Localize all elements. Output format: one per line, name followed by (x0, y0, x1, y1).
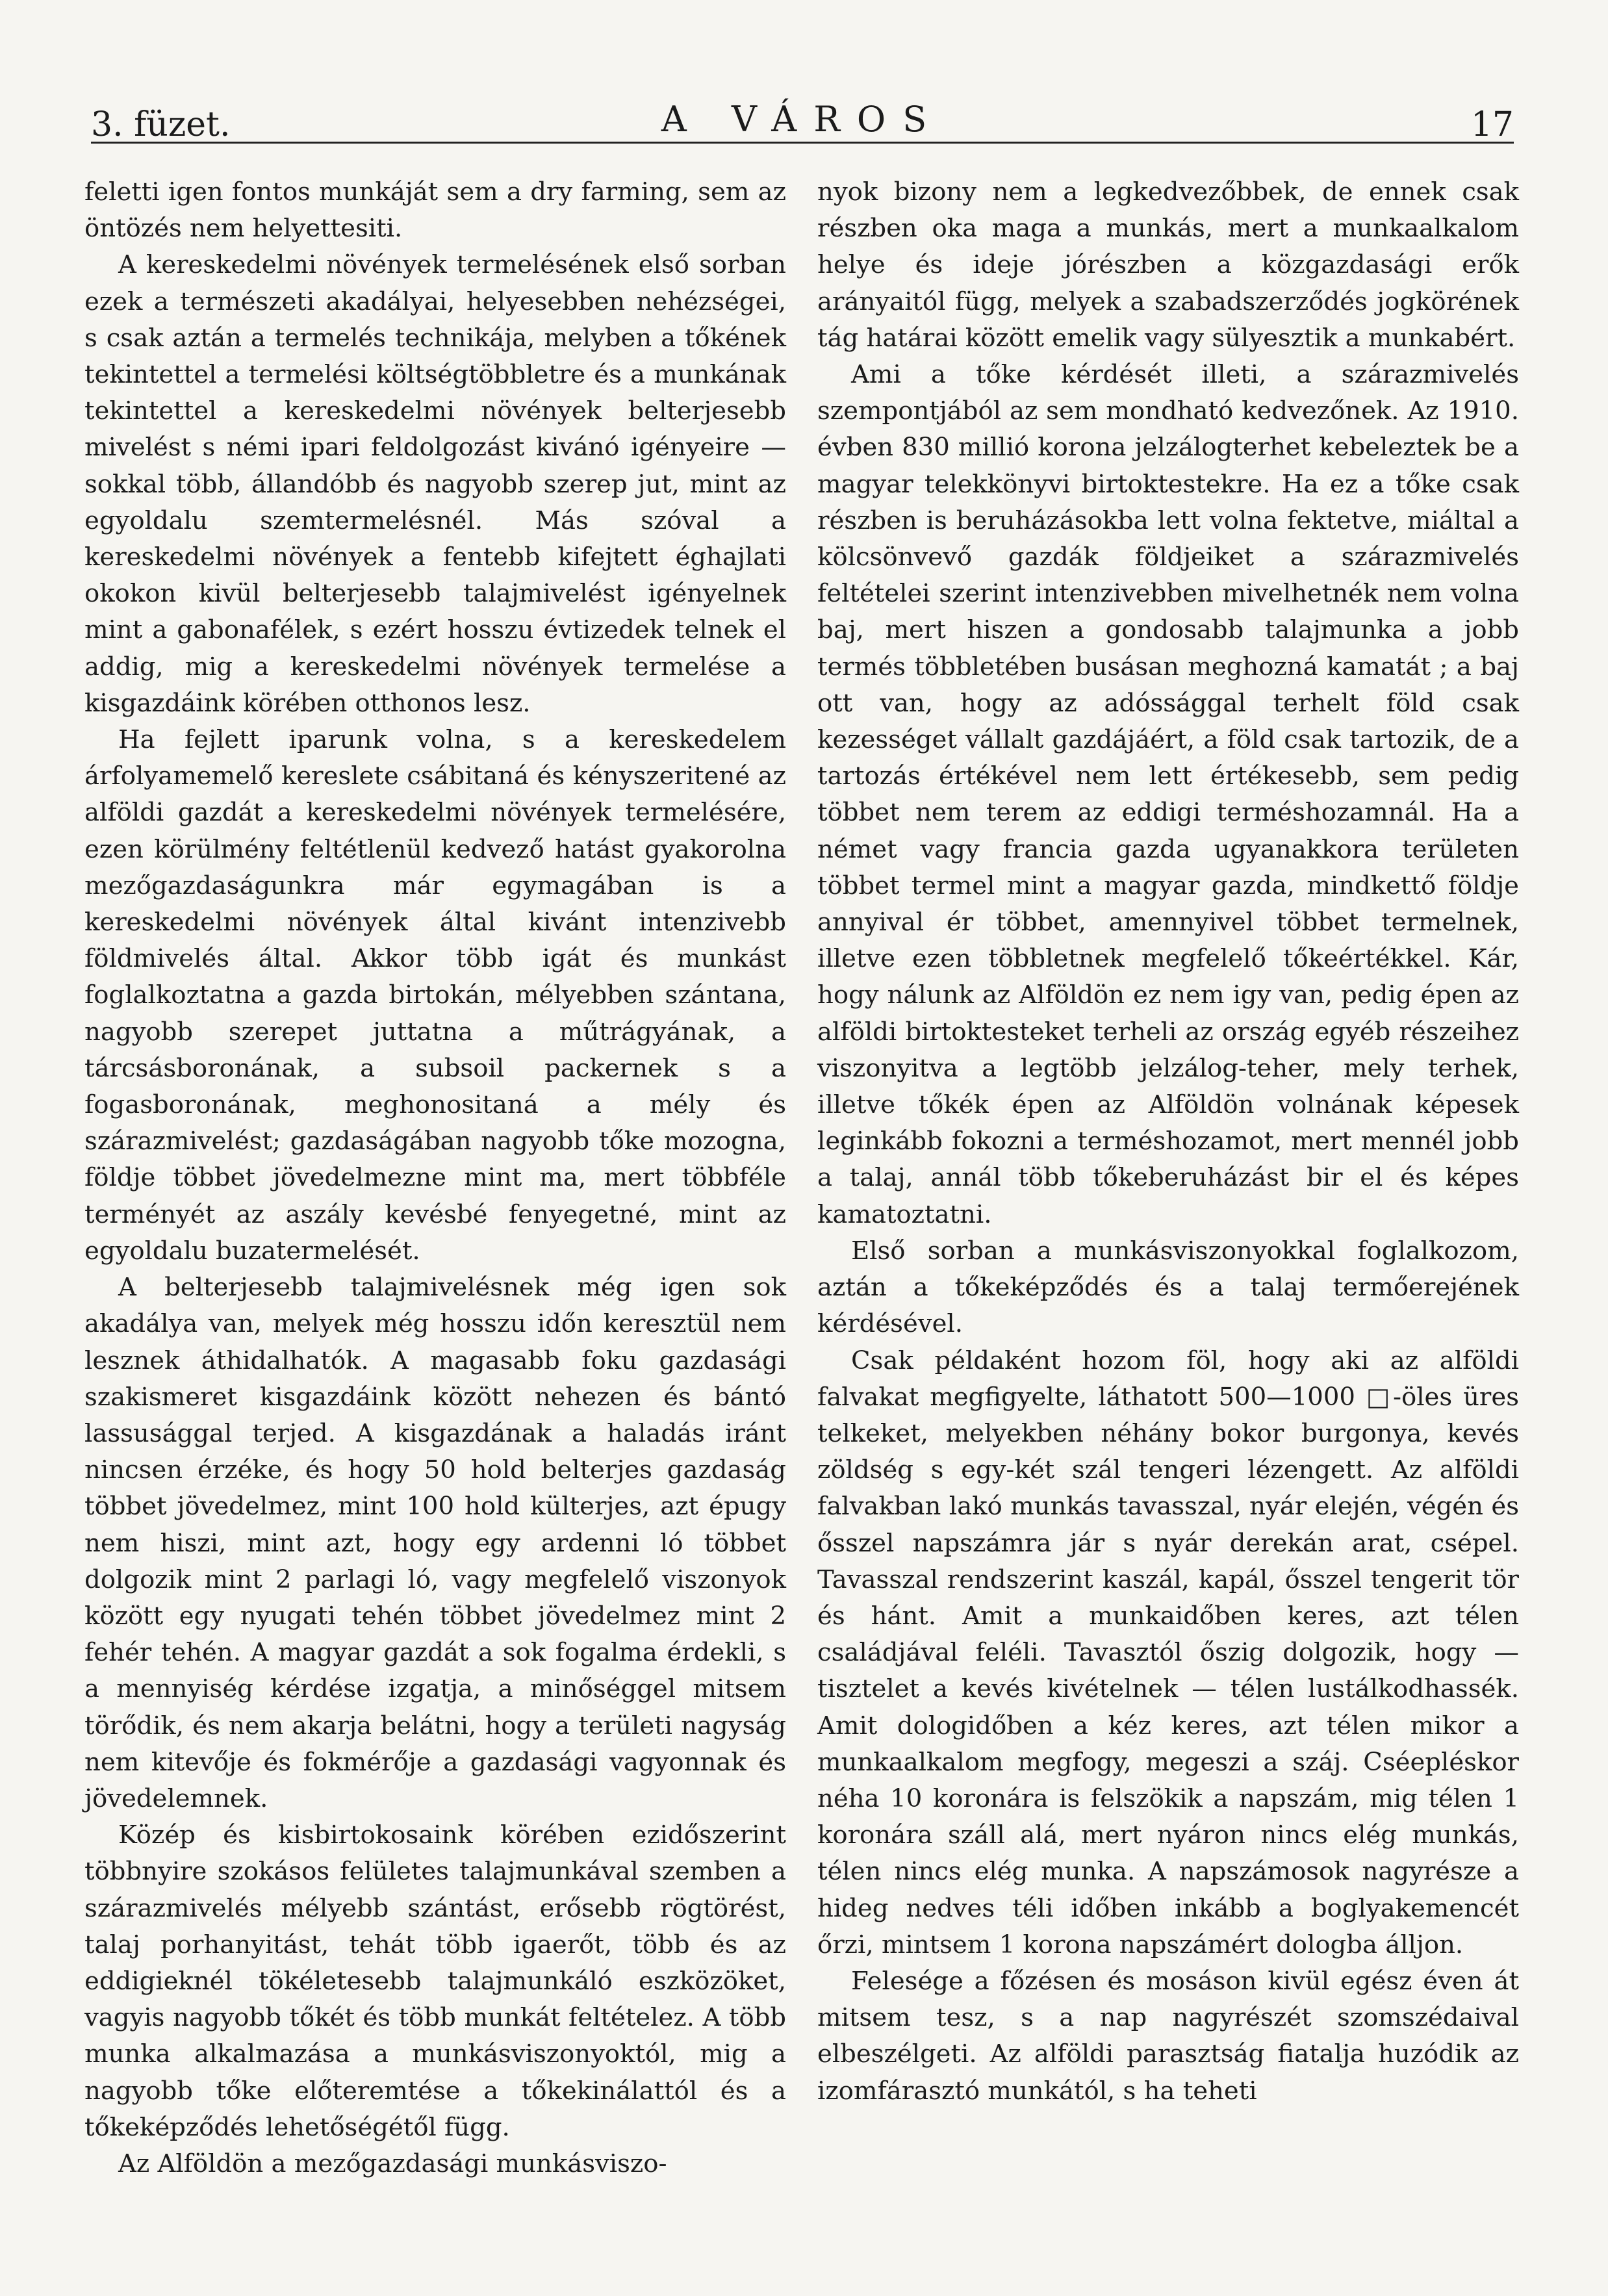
paragraph: Ha fejlett iparunk volna, s a kereskedelem árfolyamemelő kereslete csábitaná és kényszeritené az alföldi gazdát a kereskedelmi növények termelésére, ezen körülmény feltétlenül kedvező hatást gyakorolna mezőgazdaságunkra már egymagában is a kereskedelmi növények által kivánt intenzivebb földmivelés által. Akkor több igát és munkást foglalkoztatna a gazda birtokán, mélyebben szántana, nagyobb szerepet juttatna a műtrágyának, a tárcsásboronának, a subsoil packernek s a fogasboronának, meghonositaná a mély és szárazmivelést; gazdaságában nagyobb tőke mozogna, földje többet jövedelmezne mint ma, mert többféle terményét az aszály kevésbé fenyegetné, mint az egyoldalu buzatermelését. (84, 725, 786, 1266)
paragraph: Ami a tőke kérdését illeti, a szárazmivelés szempontjából az sem mondható kedvezőnek. Az 1910. évben 830 millió korona jelzálogterhet kebeleztek be a magyar telekkönyvi birtoktestekre. Ha ez a tőke csak részben is beruházásokba lett volna fektetve, miáltal a kölcsönvevő gazdák földjeiket a szárazmivelés feltételei szerint intenzivebben mivelhetnék nem volna baj, mert hiszen a gondosabb talajmunka a jobb termés többletében busásan meghozná kamatát ; a baj ott van, hogy az adóssággal terhelt föld csak kezességet vállalt gazdájáért, a föld csak tartozik, de a tartozás értékével nem lett értékesebb, sem pedig többet nem terem az eddigi terméshozamnál. Ha a német vagy francia gazda ugyanakkora területen többet termel mint a magyar gazda, mindkettő földje annyival ér többet, amennyivel többet termelnek, illetve ezen többletnek megfelelő tőkeértékkel. Kár, hogy nálunk az Alföldön ez nem igy van, pedig épen az alföldi birtoktesteket terheli az ország egyéb részeihez viszonyitva a legtöbb jelzálog-teher, mely terhek, illetve tőkék épen az Alföldön volnának képesek leginkább fokozni a terméshozamot, mert mennél jobb a talaj, annál több tőkeberuházást bir el és képes kamatoztatni. (817, 360, 1519, 1229)
paragraph: nyok bizony nem a legkedvezőbbek, de ennek csak részben oka maga a munkás, mert a munkaalkalom helye és ideje jórészben a közgazdasági erők arányaitól függ, melyek a szabadszerződés jogkörének tág határai között emelik vagy sülyesztik a munkabért. (817, 177, 1519, 353)
paragraph: A belterjesebb talajmivelésnek még igen sok akadálya van, melyek még hosszu időn keresztül nem lesznek áthidalhatók. A magasabb foku gazdasági szakismeret kisgazdáink között nehezen és bántó lassusággal terjed. A kisgazdának a haladás iránt nincsen érzéke, és hogy 50 hold belterjes gazdaság többet jövedelmez, mint 100 hold külterjes, azt épugy nem hiszi, mint azt, hogy egy ardenni ló többet dolgozik mint 2 parlagi ló, vagy megfelelő viszonyok között egy nyugati tehén többet jövedelmez mint 2 fehér tehén. A magyar gazdát a sok fogalma érdekli, s a mennyiség kérdése izgatja, a minőséggel mitsem törődik, és nem akarja belátni, hogy a területi nagyság nem kitevője és fokmérője a gazdasági vagyonnak és jövedelemnek. (84, 1273, 786, 1813)
paragraph: A kereskedelmi növények termelésének első sorban ezek a természeti akadályai, helyesebben nehézségei, s csak aztán a termelés technikája, melyben a tőkének tekintettel a termelési költségtöbbletre és a munkának tekintettel a kereskedelmi növények belterjesebb mivelést s némi ipari feldolgozást kivánó igényeire — sokkal több, állandóbb és nagyobb szerep jut, mint az egyoldalu szemtermelésnél. Más szóval a kereskedelmi növények a fentebb kifejtett éghajlati okokon kivül belterjesebb talajmivelést igényelnek mint a gabonafélek, s ezért hosszu évtizedek telnek el addig, mig a kereskedelmi növények termelése a kisgazdáink körében otthonos lesz. (84, 250, 786, 718)
paragraph: Csak példaként hozom föl, hogy aki az alföldi falvakat megfigyelte, láthatott 500—1000 □-öles üres telkeket, melyekben néhány bokor burgonya, kevés zöldség s egy-két szál tengeri lézengett. Az alföldi falvakban lakó munkás tavasszal, nyár elején, végén és ősszel napszámra jár s nyár derekán arat, csépel. Tavasszal rendszerint kaszál, kapál, ősszel tengerit tör és hánt. Amit a munkaidőben keres, azt télen családjával feléli. Tavasztól őszig dolgozik, hogy — tisztelet a kevés kivételnek — télen lustálkodhassék. Amit dologidőben a kéz keres, azt télen mikor a munkaalkalom megfogy, megeszi a száj. Cséepléskor néha 10 koronára is felszökik a napszám, mig télen 1 koronára száll alá, mert nyáron nincs elég munkás, télen nincs elég munka. A napszámosok nagyrésze a hideg nedves téli időben inkább a boglyakemencét őrzi, mintsem 1 korona napszámért dologba álljon. (817, 1346, 1519, 1959)
journal-title: A VÁROS (661, 99, 944, 140)
header-rule (91, 142, 1514, 144)
paragraph: Az Alföldön a mezőgazdasági munkásviszo- (118, 2149, 667, 2178)
issue-label: 3. füzet. (91, 105, 231, 144)
right-column (817, 174, 1519, 2253)
paragraph: Közép és kisbirtokosaink körében ezidőszerint többnyire szokásos felületes talajmunkával szemben a szárazmivelés mélyebb szántást, erősebb rögtörést, talaj porhanyitást, tehát több igaerőt, több és az eddigieknél tökéletesebb talajmunkáló eszközöket, vagyis nagyobb tőkét és több munkát feltételez. A több munka alkalmazása a munkásviszonyoktól, mig a nagyobb tőke előteremtése a tőkekinálattól és a tőkeképződés lehetőségétől függ. (84, 1820, 786, 2142)
paragraph: Első sorban a munkásviszonyokkal foglalkozom, aztán a tőkeképződés és a talaj termőerejének kérdésével. (817, 1236, 1519, 1339)
page-number: 17 (1470, 105, 1514, 144)
running-head (91, 91, 1514, 143)
paragraph: Felesége a főzésen és mosáson kivül egész éven át mitsem tesz, s a nap nagyrészét szomszédaival elbeszélgeti. Az alföldi parasztság fiatalja huzódik az izomfárasztó munkától, s ha teheti (817, 1966, 1519, 2106)
left-column (84, 174, 786, 2253)
paragraph: feletti igen fontos munkáját sem a dry farming, sem az öntözés nem helyettesiti. (84, 177, 786, 244)
